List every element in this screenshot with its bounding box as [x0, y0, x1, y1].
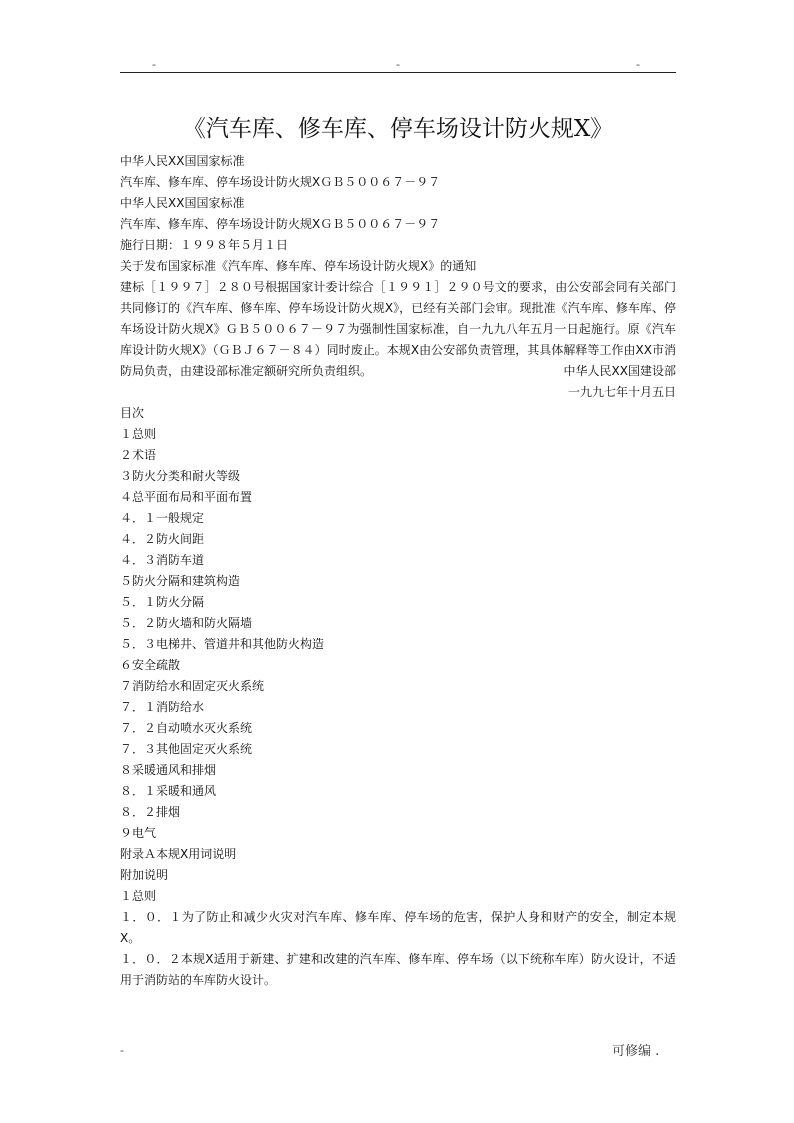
toc-item: ４．１一般规定: [120, 511, 205, 525]
table-of-contents: [120, 424, 676, 886]
header-mark-center: -: [396, 58, 400, 71]
toc-item: 附录Ａ本规X用词说明: [120, 847, 237, 861]
document-body: [120, 151, 676, 991]
meta-line: 中华人民XX国国家标准: [120, 196, 245, 210]
toc-item: ７．２自动喷水灭火系统: [120, 721, 253, 735]
toc-item: ７消防给水和固定灭火系统: [120, 679, 265, 693]
document-title: 《汽车库、修车库、停车场设计防火规X》: [182, 116, 614, 142]
toc-item: ８．１采暖和通风: [120, 784, 217, 798]
footer-text: 可修编 .: [612, 1044, 660, 1059]
page-header-rule: [120, 58, 676, 73]
clause-1-0-2: １．０．２本规X适用于新建、扩建和改建的汽车库、修车库、停车场（以下统称车库）防火设计，不适用于消防站的车库防火设计。: [120, 952, 676, 987]
toc-item: ５．１防火分隔: [120, 595, 205, 609]
toc-item: ５防火分隔和建筑构造: [120, 574, 241, 588]
notice-paragraph: 建标［１９９７］２８０号根据国家计委计综合［１９９１］２９０号文的要求，由公安部会同有关部门共同修订的《汽车库、修车库、停车场设计防火规X》，已经有关部门会审。现批准《汽车库、修车库、停车场设计防火规X》ＧＢ５００６７－９７为强制性国家标准，自一九九八年五月一日起施行。原《汽车库设计防火规X》（ＧＢＪ６７－８４）同时废止。本规X由公安部负责管理，其具体解释等工作由XX市消防局负责，由建设部标准定额研究所负责组织。: [120, 280, 676, 378]
footer-mark: -: [120, 1044, 124, 1057]
toc-item: ４．２防火间距: [120, 532, 205, 546]
toc-item: ４．３消防车道: [120, 553, 205, 567]
meta-line: 施行日期：１９９８年５月１日: [120, 238, 289, 252]
toc-item: ２术语: [120, 448, 157, 462]
meta-line: 汽车库、修车库、停车场设计防火规XＧＢ５００６７－９７: [120, 217, 441, 231]
meta-line: 汽车库、修车库、停车场设计防火规XＧＢ５００６７－９７: [120, 175, 441, 189]
toc-item: ９电气: [120, 826, 157, 840]
header-mark-right: -: [636, 58, 640, 71]
toc-item: １总则: [120, 427, 157, 441]
signature-date: 一九九七年十月五日: [567, 385, 676, 399]
toc-item: ５．２防火墙和防火隔墙: [120, 616, 253, 630]
header-mark-left: -: [152, 58, 156, 71]
clause-1-0-1: １．０．１为了防止和减少火灾对汽车库、修车库、停车场的危害，保护人身和财产的安全，制定本规X。: [120, 910, 676, 945]
meta-line: 关于发布国家标准《汽车库、修车库、停车场设计防火规X》的通知: [120, 259, 477, 273]
toc-item: ４总平面布局和平面布置: [120, 490, 253, 504]
toc-item: ５．３电梯井、管道井和其他防火构造: [120, 637, 325, 651]
section-heading: １总则: [120, 889, 157, 903]
toc-item: ８．２排烟: [120, 805, 181, 819]
meta-line: 中华人民XX国国家标准: [120, 154, 245, 168]
toc-item: ３防火分类和耐火等级: [120, 469, 241, 483]
toc-item: 附加说明: [120, 868, 169, 882]
toc-item: ８采暖通风和排烟: [120, 763, 217, 777]
toc-item: ７．３其他固定灭火系统: [120, 742, 253, 756]
signature-org: 中华人民XX国建设部: [563, 364, 676, 378]
toc-item: ６安全疏散: [120, 658, 181, 672]
toc-item: ７．１消防给水: [120, 700, 205, 714]
toc-heading: 目次: [120, 406, 145, 420]
